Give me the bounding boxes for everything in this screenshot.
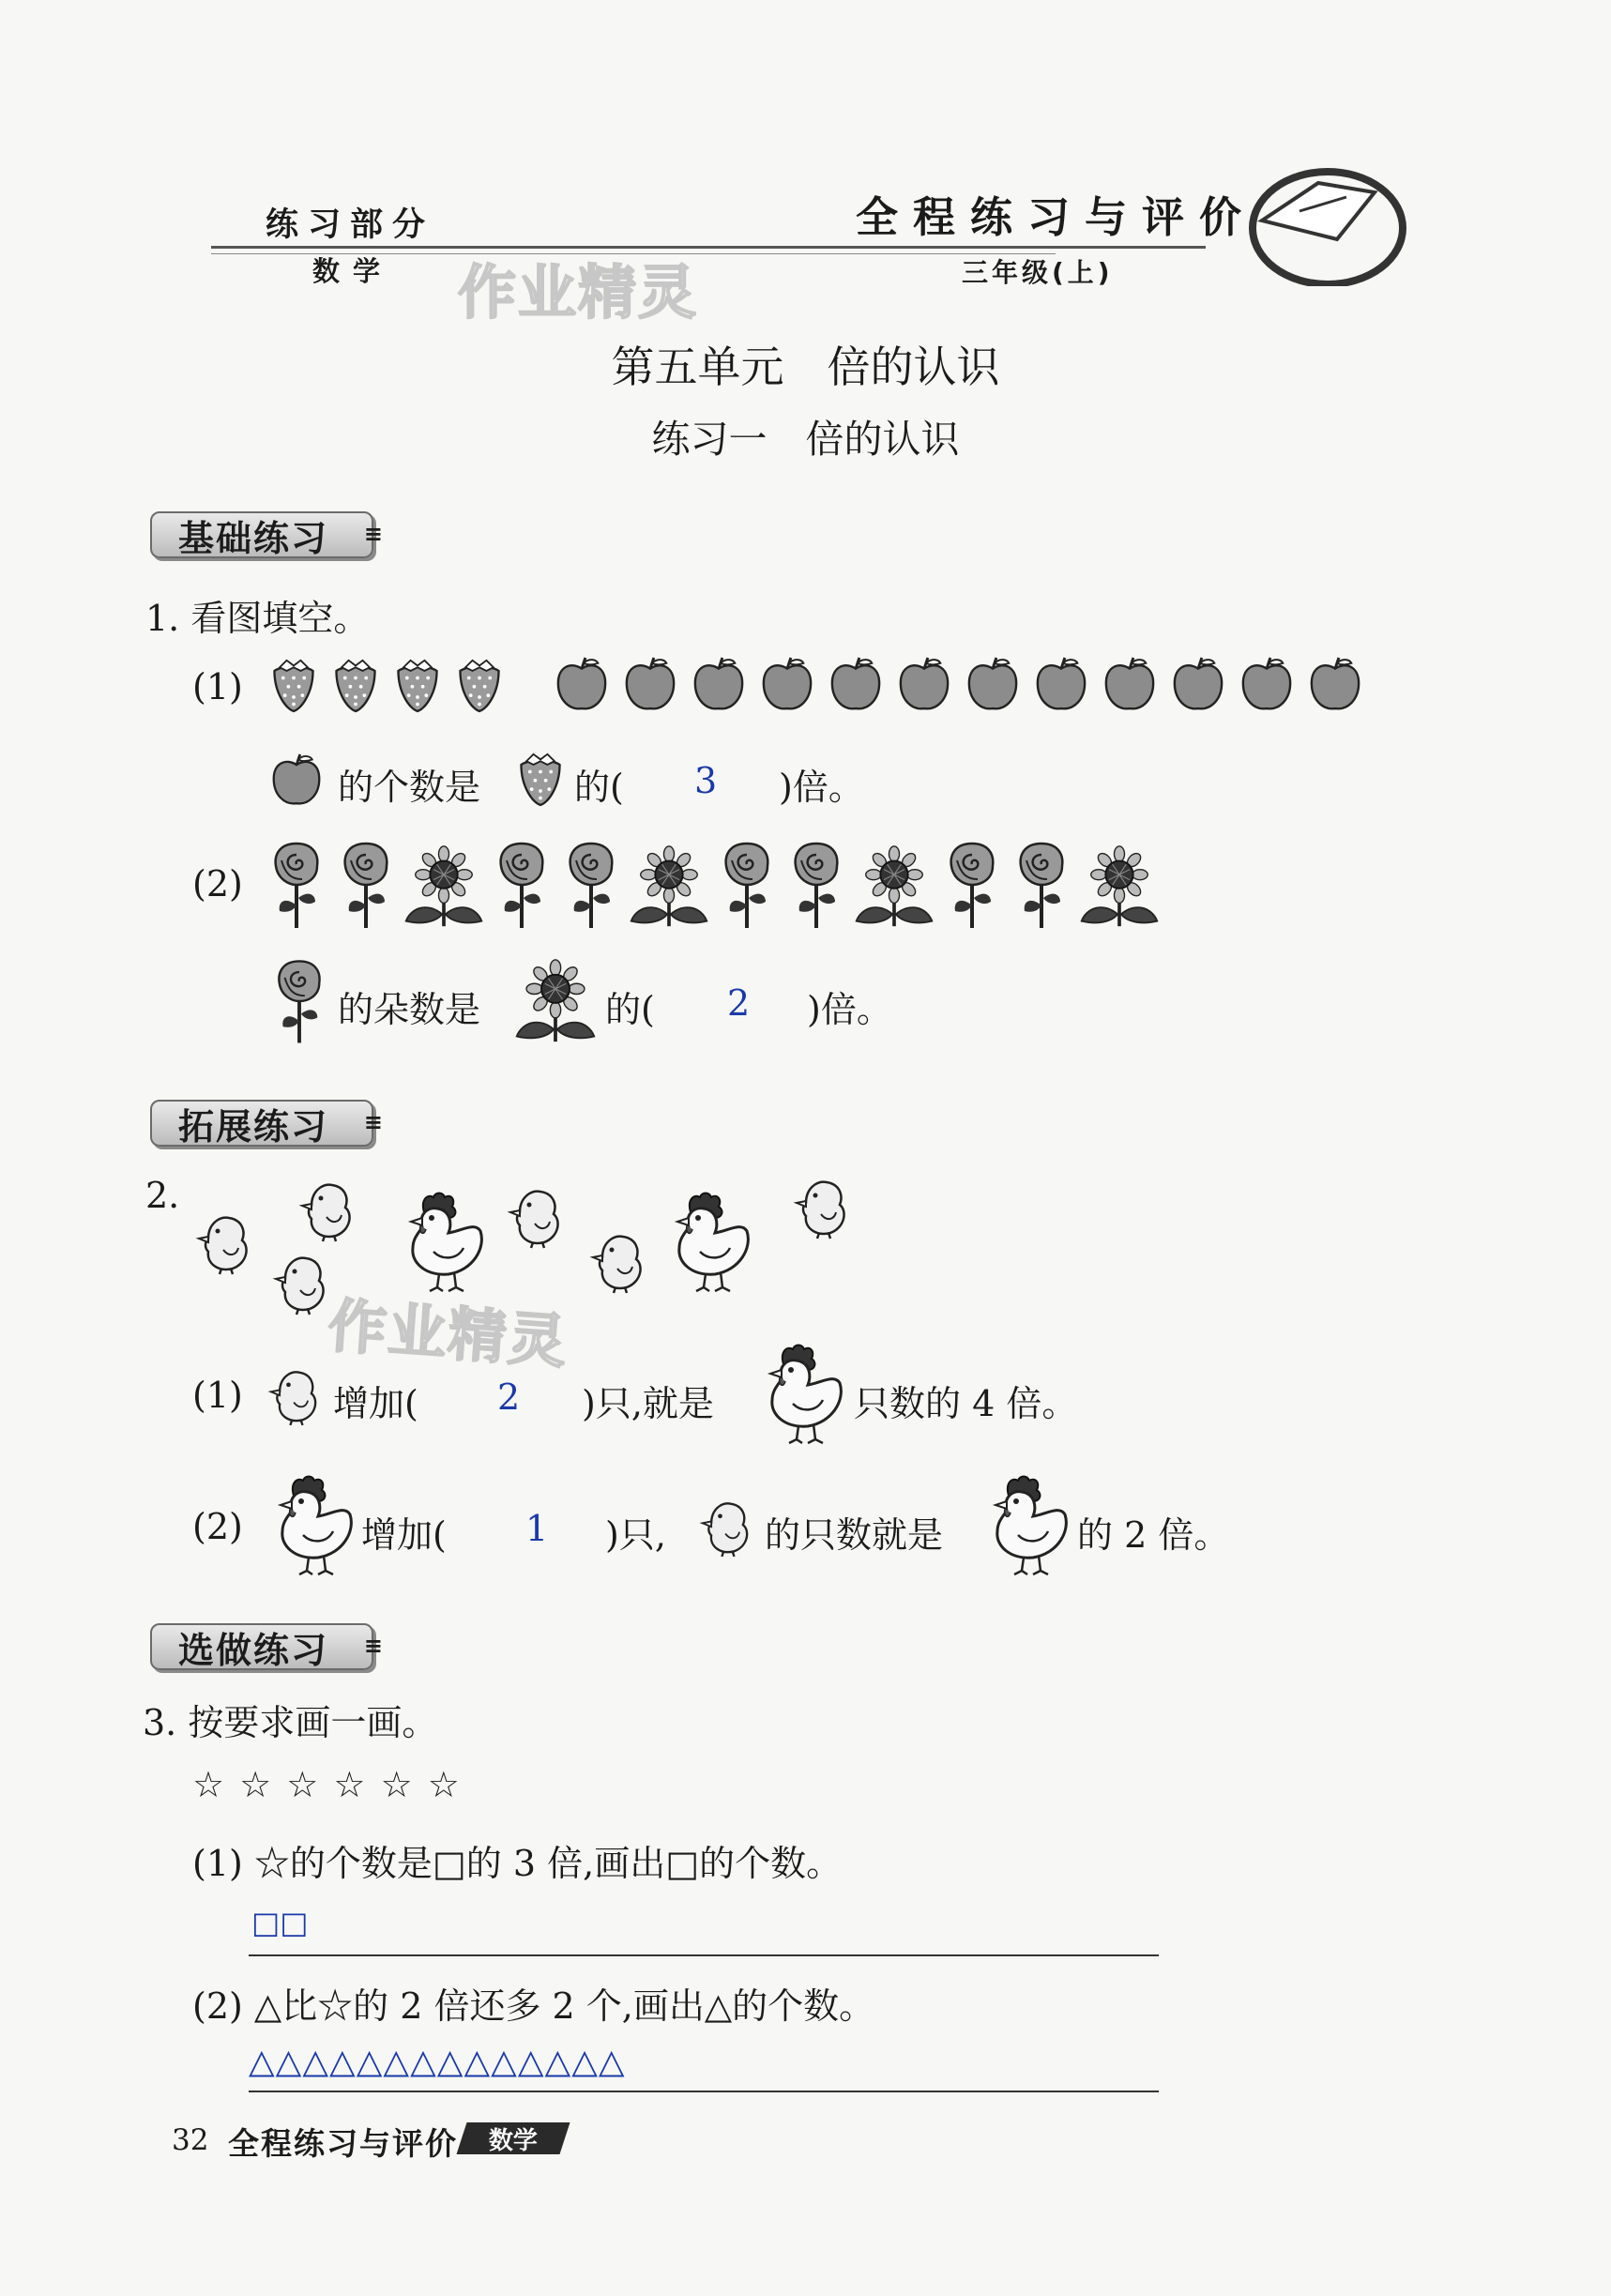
hen-icon xyxy=(396,1190,486,1293)
header-subject: 数学 xyxy=(312,255,394,287)
q1-p2-number: (2) xyxy=(192,863,243,905)
chick-icon xyxy=(272,1251,332,1316)
hen-icon xyxy=(980,1473,1071,1576)
section-badge-expand xyxy=(150,1100,379,1148)
header-grade: 三年级(上) xyxy=(962,257,1114,288)
sunflower-icon xyxy=(513,957,598,1045)
q1-p1-text1: 的个数是 xyxy=(338,767,481,808)
apple-icon xyxy=(692,656,746,712)
apple-icon xyxy=(828,656,883,712)
sunflower-icon xyxy=(1078,844,1161,930)
chick-icon xyxy=(298,1178,358,1243)
q1-p2-text2: 的( xyxy=(605,989,655,1030)
unit-title: 第五单元 倍的认识 xyxy=(611,342,1000,392)
rose-icon xyxy=(493,840,551,930)
chick-icon xyxy=(507,1184,567,1250)
q2-p1-text1: 增加( xyxy=(333,1383,418,1424)
apple-icon xyxy=(1102,656,1157,712)
sunflower-icon xyxy=(403,844,485,930)
section-basic-label: 基础练习 xyxy=(178,517,329,559)
rose-icon xyxy=(1012,840,1071,930)
q1-p1-text3: )倍。 xyxy=(779,767,864,808)
rose-icon xyxy=(562,840,620,930)
header-book-title: 全程练习与评价 xyxy=(856,192,1257,242)
page-number: 32 xyxy=(172,2123,209,2157)
q3-p2-text: (2) △比☆的 2 倍还多 2 个,画出△的个数。 xyxy=(192,1985,875,2027)
watermark-middle: 作业精灵 xyxy=(326,1291,570,1376)
strawberry-icon xyxy=(391,654,444,714)
apple-icon xyxy=(623,656,677,712)
q3-p1-answer-line xyxy=(249,1954,1159,1956)
header-divider xyxy=(211,246,1206,249)
q2-p1-number: (1) xyxy=(192,1375,243,1416)
section-expand-label: 拓展练习 xyxy=(178,1105,329,1148)
badge-dash-icon: ≡ xyxy=(363,1109,379,1135)
flower-row xyxy=(267,840,1234,934)
apple-icon xyxy=(555,656,609,712)
q1-p1-answer: 3 xyxy=(694,760,718,801)
footer-subject-tag xyxy=(456,2122,570,2154)
rose-icon xyxy=(943,840,1001,930)
strawberry-icon xyxy=(329,654,382,714)
q2-label: 2. xyxy=(145,1175,180,1216)
chick-icon xyxy=(589,1229,649,1295)
apple-icon xyxy=(1239,656,1294,712)
hen-icon xyxy=(266,1473,356,1576)
book-logo-icon xyxy=(1243,155,1407,286)
q1-p1-number: (1) xyxy=(192,666,243,707)
strawberry-icon xyxy=(453,654,506,714)
rose-icon xyxy=(272,957,327,1045)
chick-icon xyxy=(267,1365,324,1427)
rose-icon xyxy=(718,840,776,930)
watermark-top: 作业精灵 xyxy=(458,258,699,327)
q3-label: 3. 按要求画一画。 xyxy=(143,1702,438,1743)
badge-dash-icon: ≡ xyxy=(363,521,379,547)
sunflower-icon xyxy=(853,844,935,930)
section-optional-label: 选做练习 xyxy=(178,1629,329,1671)
q1-p2-text3: )倍。 xyxy=(807,989,892,1030)
q2-p2-text2: )只, xyxy=(605,1514,666,1556)
q3-stars: ☆ ☆ ☆ ☆ ☆ ☆ xyxy=(192,1764,462,1805)
apple-icon xyxy=(897,656,951,712)
q3-p1-text: (1) ☆的个数是□的 3 倍,画出□的个数。 xyxy=(192,1843,843,1884)
fruit-row xyxy=(267,654,1421,720)
footer-title: 全程练习与评价 xyxy=(228,2125,458,2162)
apple-icon xyxy=(965,656,1020,712)
hen-icon xyxy=(662,1190,752,1293)
rose-icon xyxy=(787,840,845,930)
apple-icon xyxy=(270,753,323,807)
q2-p2-text1: 增加( xyxy=(361,1514,447,1556)
apple-icon xyxy=(1171,656,1225,712)
hen-icon xyxy=(755,1342,845,1445)
q1-p1-text2: 的( xyxy=(574,767,624,808)
chick-icon xyxy=(699,1497,755,1559)
chick-icon xyxy=(793,1175,853,1240)
q1-p2-answer: 2 xyxy=(727,982,751,1024)
q2-p2-number: (2) xyxy=(192,1506,243,1547)
apple-icon xyxy=(1308,656,1362,712)
lesson-title: 练习一 倍的认识 xyxy=(651,417,960,462)
section-badge-optional xyxy=(150,1623,379,1671)
apple-icon xyxy=(1034,656,1088,712)
q2-p2-text4: 的 2 倍。 xyxy=(1077,1514,1230,1556)
strawberry-icon xyxy=(514,749,567,807)
q3-p1-answer: □□ xyxy=(251,1905,309,1940)
q2-p1-text2: )只,就是 xyxy=(582,1383,714,1424)
badge-dash-icon: ≡ xyxy=(363,1633,379,1659)
chick-icon xyxy=(195,1210,255,1276)
footer-subject-label: 数学 xyxy=(488,2126,538,2155)
q3-p2-answer-line xyxy=(249,2091,1159,2092)
header-left-title: 练习部分 xyxy=(266,205,435,244)
q2-p2-answer: 1 xyxy=(525,1508,549,1549)
strawberry-icon xyxy=(267,654,320,714)
q1-label: 1. 看图填空。 xyxy=(145,598,370,639)
q1-p2-text1: 的朵数是 xyxy=(338,989,481,1030)
section-badge-basic xyxy=(150,511,379,559)
q2-p1-text3: 只数的 4 倍。 xyxy=(854,1383,1078,1424)
rose-icon xyxy=(337,840,395,930)
q2-p2-text3: 的只数就是 xyxy=(765,1514,944,1556)
sunflower-icon xyxy=(628,844,710,930)
rose-icon xyxy=(267,840,326,930)
q2-p1-answer: 2 xyxy=(497,1376,521,1418)
q3-p2-answer: △△△△△△△△△△△△△△ xyxy=(249,2043,626,2081)
apple-icon xyxy=(760,656,814,712)
